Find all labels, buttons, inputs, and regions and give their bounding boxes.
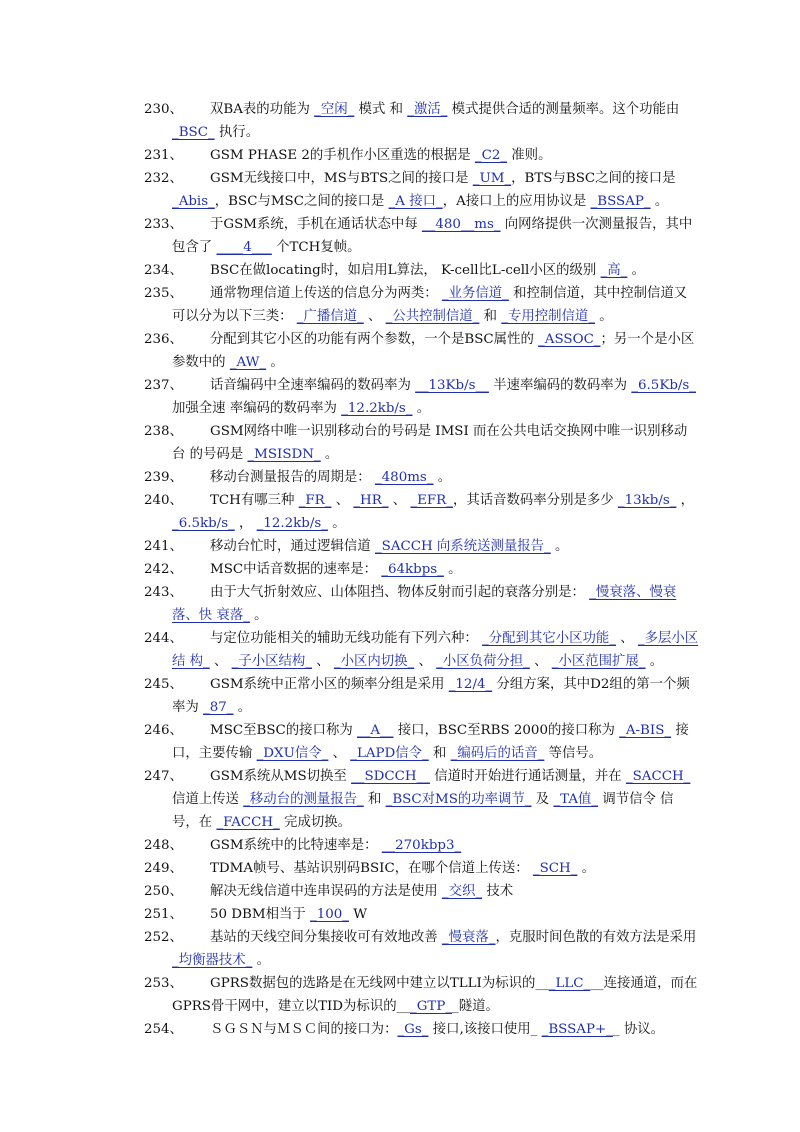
answer-blank: _C2_ bbox=[474, 148, 508, 163]
question-item bbox=[144, 98, 700, 144]
question-text: 、 bbox=[529, 654, 552, 669]
answer-blank: _空闲_ bbox=[314, 102, 355, 117]
question-text: 于GSM系统，手机在通话状态中每 bbox=[210, 217, 422, 232]
question-text: 。 bbox=[327, 516, 346, 531]
question-text: 。 bbox=[550, 539, 569, 554]
question-text: 加强全速 率编码的数码率为 bbox=[172, 401, 342, 416]
answer-blank: _FR_ bbox=[298, 493, 332, 508]
question-text: 。 bbox=[595, 309, 613, 324]
question-text: 。 bbox=[320, 447, 339, 462]
question-text: 。 bbox=[645, 654, 664, 669]
answer-blank: __480__ms_ bbox=[421, 217, 501, 232]
question-text: ；另一个是小区参数中的 bbox=[172, 332, 695, 370]
question-text: 。 bbox=[252, 953, 270, 968]
question-number: 243、 bbox=[144, 585, 183, 600]
question-text: 、 bbox=[414, 654, 437, 669]
question-text: 和 bbox=[479, 309, 502, 324]
question-text: TCH有哪三种 bbox=[210, 493, 299, 508]
answer-blank: _Gs_ bbox=[397, 1022, 429, 1037]
question-item bbox=[144, 903, 700, 926]
answer-blank: _慢衰落、慢衰落、快 衰落_ bbox=[172, 585, 677, 623]
question-text: TDMA帧号、基站识别码BSIC，在哪个信道上传送： bbox=[210, 861, 533, 876]
question-item bbox=[144, 167, 700, 213]
question-text: _隧道。 bbox=[452, 999, 499, 1014]
question-text: 。 bbox=[577, 861, 596, 876]
question-text: 移动台测量报告的周期是： bbox=[210, 470, 375, 485]
question-number: 234、 bbox=[144, 263, 183, 278]
question-text: 、 bbox=[331, 493, 354, 508]
question-number: 231、 bbox=[144, 148, 183, 163]
question-number: 239、 bbox=[144, 470, 183, 485]
question-text: __连接通道，而在GPRS骨干网中，建立以TID为标识的__ bbox=[172, 976, 698, 1014]
question-text: 。 bbox=[627, 263, 645, 278]
question-text: 接口,该接口使用_ bbox=[428, 1022, 542, 1037]
question-text: 等信号。 bbox=[544, 746, 603, 761]
question-number: 230、 bbox=[144, 102, 183, 117]
answer-blank: _SACCH_ bbox=[625, 769, 691, 784]
answer-blank: _BSSAP_ bbox=[590, 194, 651, 209]
question-text: 和 bbox=[363, 792, 386, 807]
question-item bbox=[144, 328, 700, 374]
answer-blank: _FACCH_ bbox=[216, 815, 280, 830]
answer-blank: _LLC_ bbox=[548, 976, 591, 991]
question-text: ，克服时间色散的有效方法是采用 bbox=[495, 930, 697, 945]
question-number: 244、 bbox=[144, 631, 183, 646]
question-item bbox=[144, 144, 700, 167]
question-number: 249、 bbox=[144, 861, 183, 876]
answer-blank: _87_ bbox=[203, 700, 234, 715]
question-item bbox=[144, 581, 700, 627]
question-text: 、 bbox=[388, 493, 411, 508]
question-text: 、 bbox=[209, 654, 232, 669]
question-item bbox=[144, 466, 700, 489]
question-text: ，BSC与MSC之间的接口是 bbox=[214, 194, 389, 209]
question-text: ， bbox=[234, 516, 257, 531]
question-text: W bbox=[348, 907, 367, 922]
answer-blank: _GTP_ bbox=[410, 999, 453, 1014]
question-number: 252、 bbox=[144, 930, 183, 945]
question-text: 和控制信道，其中控制信道又可以分为以下三类： bbox=[172, 286, 688, 324]
question-text: 模式 和 bbox=[354, 102, 408, 117]
answer-blank: _TA值_ bbox=[553, 792, 599, 807]
answer-blank: _Abis_ bbox=[172, 194, 215, 209]
question-text: 、 bbox=[328, 746, 351, 761]
answer-blank: _子小区结构_ bbox=[231, 654, 312, 669]
question-item bbox=[144, 213, 700, 259]
question-item bbox=[144, 880, 700, 903]
answer-blank: _SACCH 向系统送测量报告_ bbox=[374, 539, 551, 554]
question-text: 基站的天线空间分集接收可有效地改善 bbox=[210, 930, 442, 945]
answer-blank: _小区范围扩展_ bbox=[551, 654, 646, 669]
answer-blank: _移动台的测量报告_ bbox=[243, 792, 364, 807]
question-text: GPRS数据包的选路是在无线网中建立以TLLI为标识的__ bbox=[210, 976, 549, 991]
question-text: 个TCH复帧。 bbox=[271, 240, 361, 255]
question-text: 技术 bbox=[482, 884, 514, 899]
question-item bbox=[144, 420, 700, 466]
answer-blank: _BSC_ bbox=[172, 125, 215, 140]
answer-blank: _DXU信令_ bbox=[256, 746, 329, 761]
question-number: 233、 bbox=[144, 217, 183, 232]
question-number: 251、 bbox=[144, 907, 183, 922]
answer-blank: _100_ bbox=[310, 907, 349, 922]
question-number: 238、 bbox=[144, 424, 183, 439]
answer-blank: _SCH_ bbox=[532, 861, 578, 876]
answer-blank: _均衡器技术_ bbox=[172, 953, 253, 968]
question-number: 235、 bbox=[144, 286, 183, 301]
question-text: 和 bbox=[428, 746, 451, 761]
question-text: 。 bbox=[249, 608, 268, 623]
question-text: GSM无线接口中，MS与BTS之间的接口是 bbox=[210, 171, 473, 186]
answer-blank: _480ms_ bbox=[374, 470, 434, 485]
question-text: 。 bbox=[266, 355, 284, 370]
answer-blank: _12/4_ bbox=[448, 677, 493, 692]
answer-blank: _广播信道_ bbox=[296, 309, 364, 324]
answer-blank: _分配到其它小区功能_ bbox=[482, 631, 616, 646]
answer-blank: __13Kb/s__ bbox=[415, 378, 489, 393]
question-number: 237、 bbox=[144, 378, 183, 393]
question-text: ，BTS与BSC之间的接口是 bbox=[511, 171, 676, 186]
question-text: 完成切换。 bbox=[279, 815, 352, 830]
answer-blank: _交织_ bbox=[441, 884, 483, 899]
question-text: 准则。 bbox=[507, 148, 552, 163]
question-number: 236、 bbox=[144, 332, 183, 347]
answer-blank: _小区内切换_ bbox=[333, 654, 415, 669]
question-item bbox=[144, 1018, 700, 1041]
question-number: 253、 bbox=[144, 976, 183, 991]
answer-blank: _HR_ bbox=[353, 493, 389, 508]
question-number: 242、 bbox=[144, 562, 183, 577]
question-text: 接口，BSC至RBS 2000的接口称为 bbox=[393, 723, 620, 738]
answer-blank: _64kbps_ bbox=[381, 562, 444, 577]
question-item bbox=[144, 719, 700, 765]
question-text: 模式提供合适的测量频率。这个功能由 bbox=[447, 102, 680, 117]
question-text: 。 bbox=[233, 700, 252, 715]
question-number: 250、 bbox=[144, 884, 183, 899]
question-text: GSM系统从MS切换至 bbox=[210, 769, 352, 784]
question-number: 254、 bbox=[144, 1022, 183, 1037]
question-item bbox=[144, 673, 700, 719]
answer-blank: _MSISDN_ bbox=[247, 447, 321, 462]
question-text: GSM网络中唯一识别移动台的号码是 IMSI 而在公共电话交换网中唯一识别移动台 的号码是 bbox=[172, 424, 688, 462]
question-text: 执行。 bbox=[214, 125, 260, 140]
question-number: 245、 bbox=[144, 677, 183, 692]
question-text: 接 口，主要传输 bbox=[172, 723, 689, 761]
question-text: 。 bbox=[443, 562, 462, 577]
question-item bbox=[144, 972, 700, 1018]
question-text: BSC在做locating时，如启用L算法， K-cell比L-cell小区的级别 bbox=[210, 263, 601, 278]
question-text: MSC至BSC的接口称为 bbox=[210, 723, 357, 738]
question-number: 247、 bbox=[144, 769, 183, 784]
question-item bbox=[144, 627, 700, 673]
answer-blank: ____4___ bbox=[216, 240, 272, 255]
question-text: _ 协议。 bbox=[612, 1022, 665, 1037]
question-text: 通常物理信道上传送的信息分为两类： bbox=[210, 286, 442, 301]
answer-blank: __SDCCH__ bbox=[351, 769, 430, 784]
question-text: MSC中话音数据的速率是： bbox=[210, 562, 382, 577]
answer-blank: _业务信道_ bbox=[441, 286, 509, 301]
question-item bbox=[144, 259, 700, 282]
answer-blank: _12.2kb/s_ bbox=[341, 401, 413, 416]
question-text: 与定位功能相关的辅助无线功能有下列六种： bbox=[210, 631, 483, 646]
question-text: 50 DBM相当于 bbox=[210, 907, 311, 922]
question-text: 由于大气折射效应、山体阻挡、物体反射而引起的衰落分别是： bbox=[210, 585, 590, 600]
question-text: 调节信令 信号，在 bbox=[172, 792, 674, 830]
answer-blank: _A 接口_ bbox=[388, 194, 443, 209]
question-text: 半速率编码的数码率为 bbox=[488, 378, 632, 393]
answer-blank: _13kb/s_ bbox=[617, 493, 677, 508]
question-text: 解决无线信道中连串误码的方法是使用 bbox=[210, 884, 442, 899]
question-item bbox=[144, 489, 700, 535]
answer-blank: __270kbp3_ bbox=[381, 838, 462, 853]
answer-blank: _UM_ bbox=[472, 171, 512, 186]
answer-blank: _多层小区结 构_ bbox=[172, 631, 699, 669]
answer-blank: _AW_ bbox=[229, 355, 267, 370]
answer-blank: _ASSOC_ bbox=[538, 332, 601, 347]
answer-blank: _高_ bbox=[600, 263, 628, 278]
question-item bbox=[144, 857, 700, 880]
question-item bbox=[144, 282, 700, 328]
question-number: 232、 bbox=[144, 171, 183, 186]
question-text: GSM PHASE 2的手机作小区重选的根据是 bbox=[210, 148, 475, 163]
question-number: 241、 bbox=[144, 539, 183, 554]
question-text: 、 bbox=[615, 631, 638, 646]
answer-blank: _慢衰落_ bbox=[441, 930, 496, 945]
question-text: 分配到其它小区的功能有两个参数，一个是BSC属性的 bbox=[210, 332, 539, 347]
question-text: 、 bbox=[363, 309, 386, 324]
question-item bbox=[144, 374, 700, 420]
answer-blank: _小区负荷分担_ bbox=[436, 654, 530, 669]
answer-blank: _EFR_ bbox=[410, 493, 453, 508]
question-text: ＳＧＳＮ与ＭＳＣ间的接口为： bbox=[210, 1022, 398, 1037]
answer-blank: _6.5kb/s_ bbox=[172, 516, 235, 531]
question-text: 信道时开始进行通话测量，并在 bbox=[429, 769, 626, 784]
question-text: 双BA表的功能为 bbox=[210, 102, 315, 117]
question-text: ，其话音数码率分别是多少 bbox=[452, 493, 618, 508]
question-item bbox=[144, 834, 700, 857]
question-text: 、 bbox=[311, 654, 334, 669]
answer-blank: _BSSAP+_ bbox=[541, 1022, 613, 1037]
question-text: 话音编码中全速率编码的数码率为 bbox=[210, 378, 416, 393]
answer-blank: __A__ bbox=[357, 723, 394, 738]
question-text: 信道上传送 bbox=[172, 792, 244, 807]
question-text: ，A接口上的应用协议是 bbox=[442, 194, 591, 209]
answer-blank: _LAPD信令_ bbox=[350, 746, 429, 761]
question-item bbox=[144, 558, 700, 581]
question-text: 及 bbox=[531, 792, 554, 807]
question-item bbox=[144, 535, 700, 558]
answer-blank: _激活_ bbox=[407, 102, 448, 117]
answer-blank: _公共控制信道_ bbox=[385, 309, 480, 324]
answer-blank: _6.5Kb/s_ bbox=[631, 378, 696, 393]
question-text: 移动台忙时，通过逻辑信道 bbox=[210, 539, 375, 554]
question-text: 。 bbox=[412, 401, 431, 416]
answer-blank: _编码后的话音_ bbox=[450, 746, 545, 761]
question-text: 向网络提供一次测量报告，其中包含了 bbox=[172, 217, 693, 255]
answer-blank: _BSC对MS的功率调节_ bbox=[385, 792, 532, 807]
question-text: ， bbox=[676, 493, 695, 508]
question-text: 。 bbox=[650, 194, 669, 209]
answer-blank: _A-BIS_ bbox=[619, 723, 672, 738]
question-text: 。 bbox=[433, 470, 452, 485]
answer-blank: _12.2kb/s_ bbox=[256, 516, 328, 531]
answer-blank: _专用控制信道_ bbox=[501, 309, 596, 324]
question-text: GSM系统中正常小区的频率分组是采用 bbox=[210, 677, 449, 692]
question-number: 246、 bbox=[144, 723, 183, 738]
question-item bbox=[144, 926, 700, 972]
question-text: GSM系统中的比特速率是： bbox=[210, 838, 382, 853]
question-number: 248、 bbox=[144, 838, 183, 853]
question-number: 240、 bbox=[144, 493, 183, 508]
question-text: 分组方案，其中D2组的第一个频率为 bbox=[172, 677, 690, 715]
question-item bbox=[144, 765, 700, 834]
